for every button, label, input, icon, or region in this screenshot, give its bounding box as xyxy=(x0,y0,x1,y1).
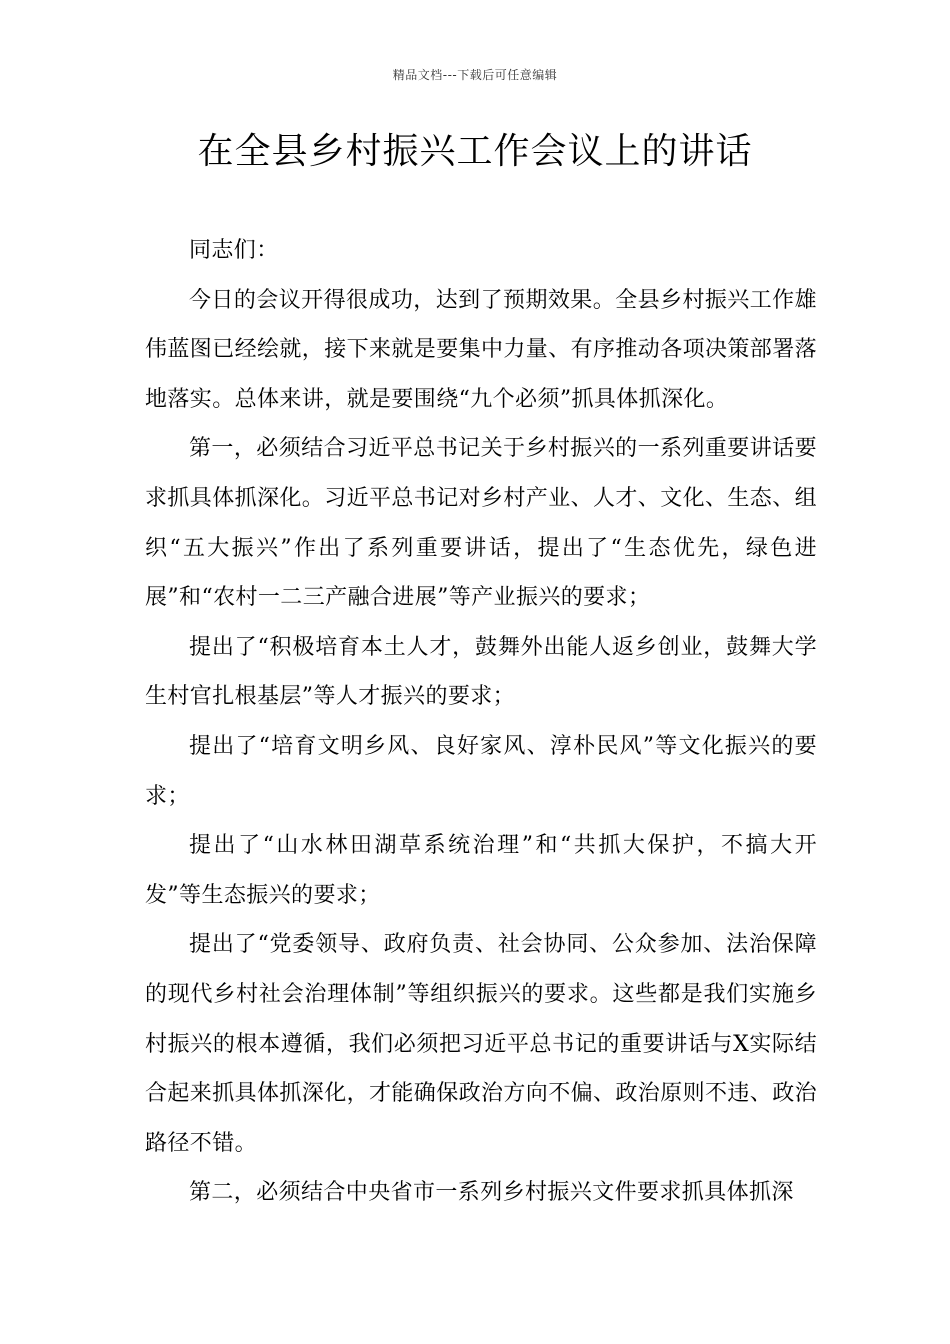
paragraph-3: 提出了“积极培育本土人才，鼓舞外出能人返乡创业，鼓舞大学生村官扎根基层”等人才振兴的要求； xyxy=(145,634,817,710)
salutation: 同志们： xyxy=(189,238,279,263)
paragraph-5: 提出了“山水林田湖草系统治理”和“共抓大保护，不搞大开发”等生态振兴的要求； xyxy=(145,833,817,908)
paragraph-2: 第一，必须结合习近平总书记关于乡村振兴的一系列重要讲话要求抓具体抓深化。习近平总书记对乡村产业、人才、文化、生态、组织“五大振兴”作出了系列重要讲话，提出了“生态优先，绿色进展”和“农村一二三产融合进展”等产业振兴的要求； xyxy=(145,436,818,611)
header-note: 精品文档---下载后可任意编辑 xyxy=(392,68,558,82)
paragraph-4: 提出了“培育文明乡风、良好家风、淳朴民风”等文化振兴的要求； xyxy=(145,733,817,809)
document-title: 在全县乡村振兴工作会议上的讲话 xyxy=(197,131,753,172)
paragraph-6: 提出了“党委领导、政府负责、社会协同、公众参加、法治保障的现代乡村社会治理体制”等组织振兴的要求。这些都是我们实施乡村振兴的根本遵循，我们必须把习近平总书记的重要讲话与X实际结合起来抓具体抓深化，才能确保政治方向不偏、政治原则不违、政治路径不错。 xyxy=(145,932,818,1156)
paragraph-7: 第二，必须结合中央省市一系列乡村振兴文件要求抓具体抓深 xyxy=(189,1180,794,1206)
document-body xyxy=(145,226,817,1218)
paragraph-1: 今日的会议开得很成功，达到了预期效果。全县乡村振兴工作雄伟蓝图已经绘就，接下来就是要集中力量、有序推动各项决策部署落地落实。总体来讲，就是要围绕“九个必须”抓具体抓深化。 xyxy=(145,287,818,412)
